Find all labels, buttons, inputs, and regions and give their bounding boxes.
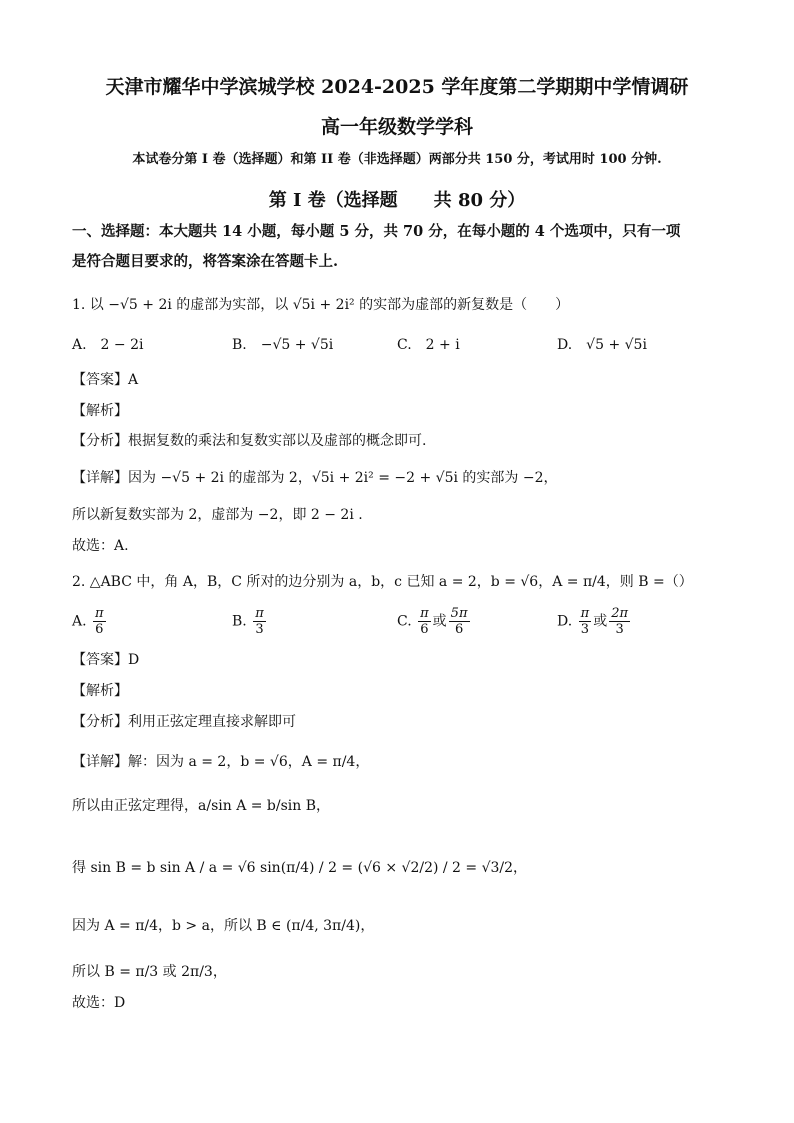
q2-option-c-denominator-1: 6 bbox=[420, 622, 429, 637]
q1-choose: 故选：A. bbox=[72, 538, 129, 554]
q2-option-d-label: D. bbox=[557, 613, 573, 630]
q2-detail-1: 【详解】解：因为 a = 2，b = √6，A = π/4， bbox=[72, 754, 370, 770]
q2-option-d-denominator-1: 3 bbox=[580, 622, 590, 637]
q2-option-d-denominator-2: 3 bbox=[615, 622, 624, 637]
q1-detail-2: 所以新复数实部为 2，虚部为 −2，即 2 − 2i . bbox=[72, 507, 363, 523]
q2-option-d-fraction-1 bbox=[579, 606, 592, 637]
q1-option-a: A. 2 − 2i bbox=[72, 337, 144, 353]
q2-option-b bbox=[232, 606, 268, 637]
q1-option-d: D. √5 + √5i bbox=[557, 337, 647, 353]
q2-option-b-fraction bbox=[253, 606, 266, 637]
q1-option-c: C. 2 + i bbox=[397, 337, 460, 353]
q1-detail: 【详解】因为 −√5 + 2i 的虚部为 2，√5i + 2i² = −2 + √5i 的实部为 −2， bbox=[72, 470, 558, 486]
section-instruction-2: 是符合题目要求的，将答案涂在答题卡上. bbox=[72, 253, 339, 270]
q2-detail-2: 所以由正弦定理得，a/sin A = b/sin B， bbox=[72, 798, 331, 814]
q2-detail-3: 得 sin B = b sin A / a = √6 sin(π/4) / 2 = (√6 × √2/2) / 2 = √3/2， bbox=[72, 860, 528, 876]
q2-option-b-numerator: π bbox=[255, 606, 264, 621]
q2-detail-5: 所以 B = π/3 或 2π/3， bbox=[72, 964, 227, 980]
q1-fenxi: 【分析】根据复数的乘法和复数实部以及虚部的概念即可. bbox=[72, 433, 427, 449]
q2-option-a-numerator: π bbox=[95, 606, 104, 621]
q2-option-d-numerator-1: π bbox=[580, 606, 590, 621]
q2-detail-4: 因为 A = π/4，b > a，所以 B ∈ (π/4, 3π/4)， bbox=[72, 918, 375, 934]
exam-title-line2: 高一年级数学学科 bbox=[320, 116, 473, 138]
question-1-stem: 1. 以 −√5 + 2i 的虚部为实部，以 √5i + 2i² 的实部为虚部的新复数是（ ） bbox=[72, 297, 570, 313]
q1-answer: 【答案】A bbox=[72, 372, 139, 388]
q1-analysis-label: 【解析】 bbox=[72, 403, 128, 419]
q2-option-c-numerator-2: 5π bbox=[450, 606, 468, 621]
q1-option-b: B. −√5 + √5i bbox=[232, 337, 334, 353]
section-instruction-1: 一、选择题：本大题共 14 小题，每小题 5 分，共 70 分，在每小题的 4 个选项中，只有一项 bbox=[72, 223, 681, 240]
q2-analysis-label: 【解析】 bbox=[72, 683, 128, 699]
q2-option-a-label: A. bbox=[72, 613, 87, 630]
q2-option-c-fraction-1 bbox=[418, 606, 431, 637]
q2-option-c-denominator-2: 6 bbox=[454, 622, 464, 637]
q2-option-c bbox=[397, 606, 472, 637]
q2-option-d-fraction-2 bbox=[609, 606, 630, 637]
q2-option-b-label: B. bbox=[232, 613, 247, 630]
q2-option-c-fraction-2 bbox=[449, 606, 470, 637]
question-2-stem: 2. △ABC 中，角 A，B，C 所对的边分别为 a，b，c 已知 a = 2，b = √6，A = π/4，则 B =（） bbox=[72, 574, 693, 590]
q2-option-d-numerator-2: 2π bbox=[611, 606, 629, 621]
q2-option-d-or: 或 bbox=[593, 613, 608, 630]
q2-option-a-denominator: 6 bbox=[95, 622, 104, 637]
q2-option-d bbox=[557, 606, 632, 637]
exam-intro: 本试卷分第 I 卷（选择题）和第 II 卷（非选择题）两部分共 150 分，考试用时 100 分钟. bbox=[132, 152, 662, 167]
q2-fenxi: 【分析】利用正弦定理直接求解即可 bbox=[72, 714, 296, 730]
q2-option-c-numerator-1: π bbox=[420, 606, 429, 621]
part-title: 第 I 卷（选择题 共 80 分） bbox=[268, 190, 526, 211]
q2-option-c-label: C. bbox=[397, 613, 412, 630]
q2-option-a-fraction bbox=[93, 606, 106, 637]
q2-option-c-or: 或 bbox=[432, 613, 447, 630]
q2-choose: 故选：D bbox=[72, 995, 126, 1011]
q2-option-a bbox=[72, 606, 108, 637]
q2-option-b-denominator: 3 bbox=[255, 622, 264, 637]
q2-answer: 【答案】D bbox=[72, 652, 140, 668]
exam-title-line1: 天津市耀华中学滨城学校 2024-2025 学年度第二学期期中学情调研 bbox=[105, 76, 689, 98]
